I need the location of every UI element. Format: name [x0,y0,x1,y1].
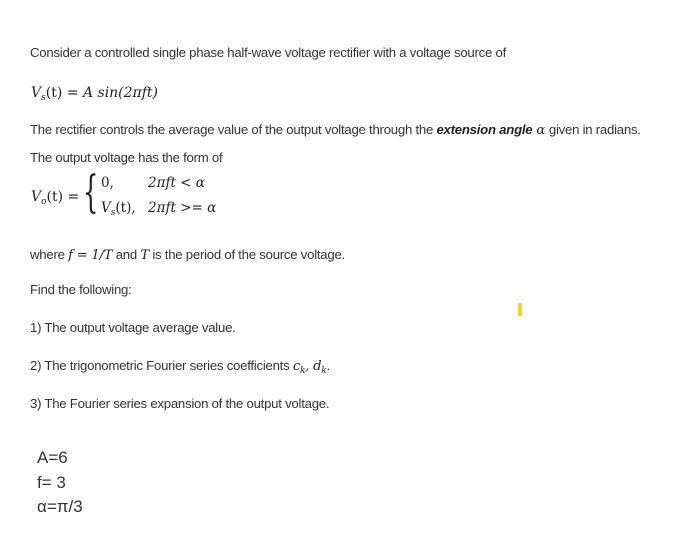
given-A: A=6 [37,448,68,467]
item2-d: , d [305,359,322,374]
find-heading: Find the following: [30,282,132,297]
given-alpha: α=π/3 [37,497,83,516]
controls-pre: The rectifier controls the average value of the output voltage through the [30,122,437,137]
where-mid: and [112,247,141,262]
output-voltage-piecewise [31,167,291,227]
where-pre: where [30,247,69,262]
where-text [30,247,345,263]
item2-c-sub: k [300,366,306,376]
row2-var: V [101,200,111,216]
piecewise-lhs-var: V [31,189,42,205]
where-math: f = 1/T [68,248,113,263]
row2-sub: s [110,208,116,218]
item2-pre: 2) The trigonometric Fourier series coefficients [30,358,293,373]
piecewise-row1-value [101,175,114,191]
intro-text: Consider a controlled single phase half-wave voltage rectifier with a voltage source of [30,45,506,60]
given-f: f= 3 [37,473,66,492]
row2-rest: (t), [115,200,136,216]
item2-post: . [326,358,330,373]
row1-condition: 2πft < α [148,175,205,191]
piecewise-row2-value [101,200,136,218]
where-T: T [140,248,149,263]
row2-condition: 2πft >= α [148,200,217,216]
source-voltage-equation [31,84,158,103]
piecewise-row1-condition [148,175,205,191]
alpha-symbol: α [532,123,549,138]
controls-post: given in radians. [548,122,641,137]
piecewise-lhs-sub: o [41,197,47,207]
text-cursor-highlight [518,303,522,316]
row1-value: 0, [101,175,114,191]
piecewise-lhs [31,188,79,207]
question-item-2 [30,358,330,376]
form-text: The output voltage has the form of [30,150,223,165]
extension-angle-term: extension angle [436,122,533,137]
piecewise-lhs-rest: (t) = [46,189,80,205]
where-post: is the period of the source voltage. [148,247,345,262]
piecewise-brace: { [83,167,99,218]
item2-d-sub: k [321,366,327,376]
piecewise-row2-condition [148,200,216,216]
question-item-1: 1) The output voltage average value. [30,320,236,335]
controls-text [30,122,641,138]
question-item-3: 3) The Fourier series expansion of the output voltage. [30,396,330,411]
item2-c: c [292,359,300,374]
source-var: V [31,85,42,101]
source-rhs: = A sin(2πft) [62,85,159,101]
source-arg: (t) [45,85,63,101]
source-sub: s [41,93,46,103]
